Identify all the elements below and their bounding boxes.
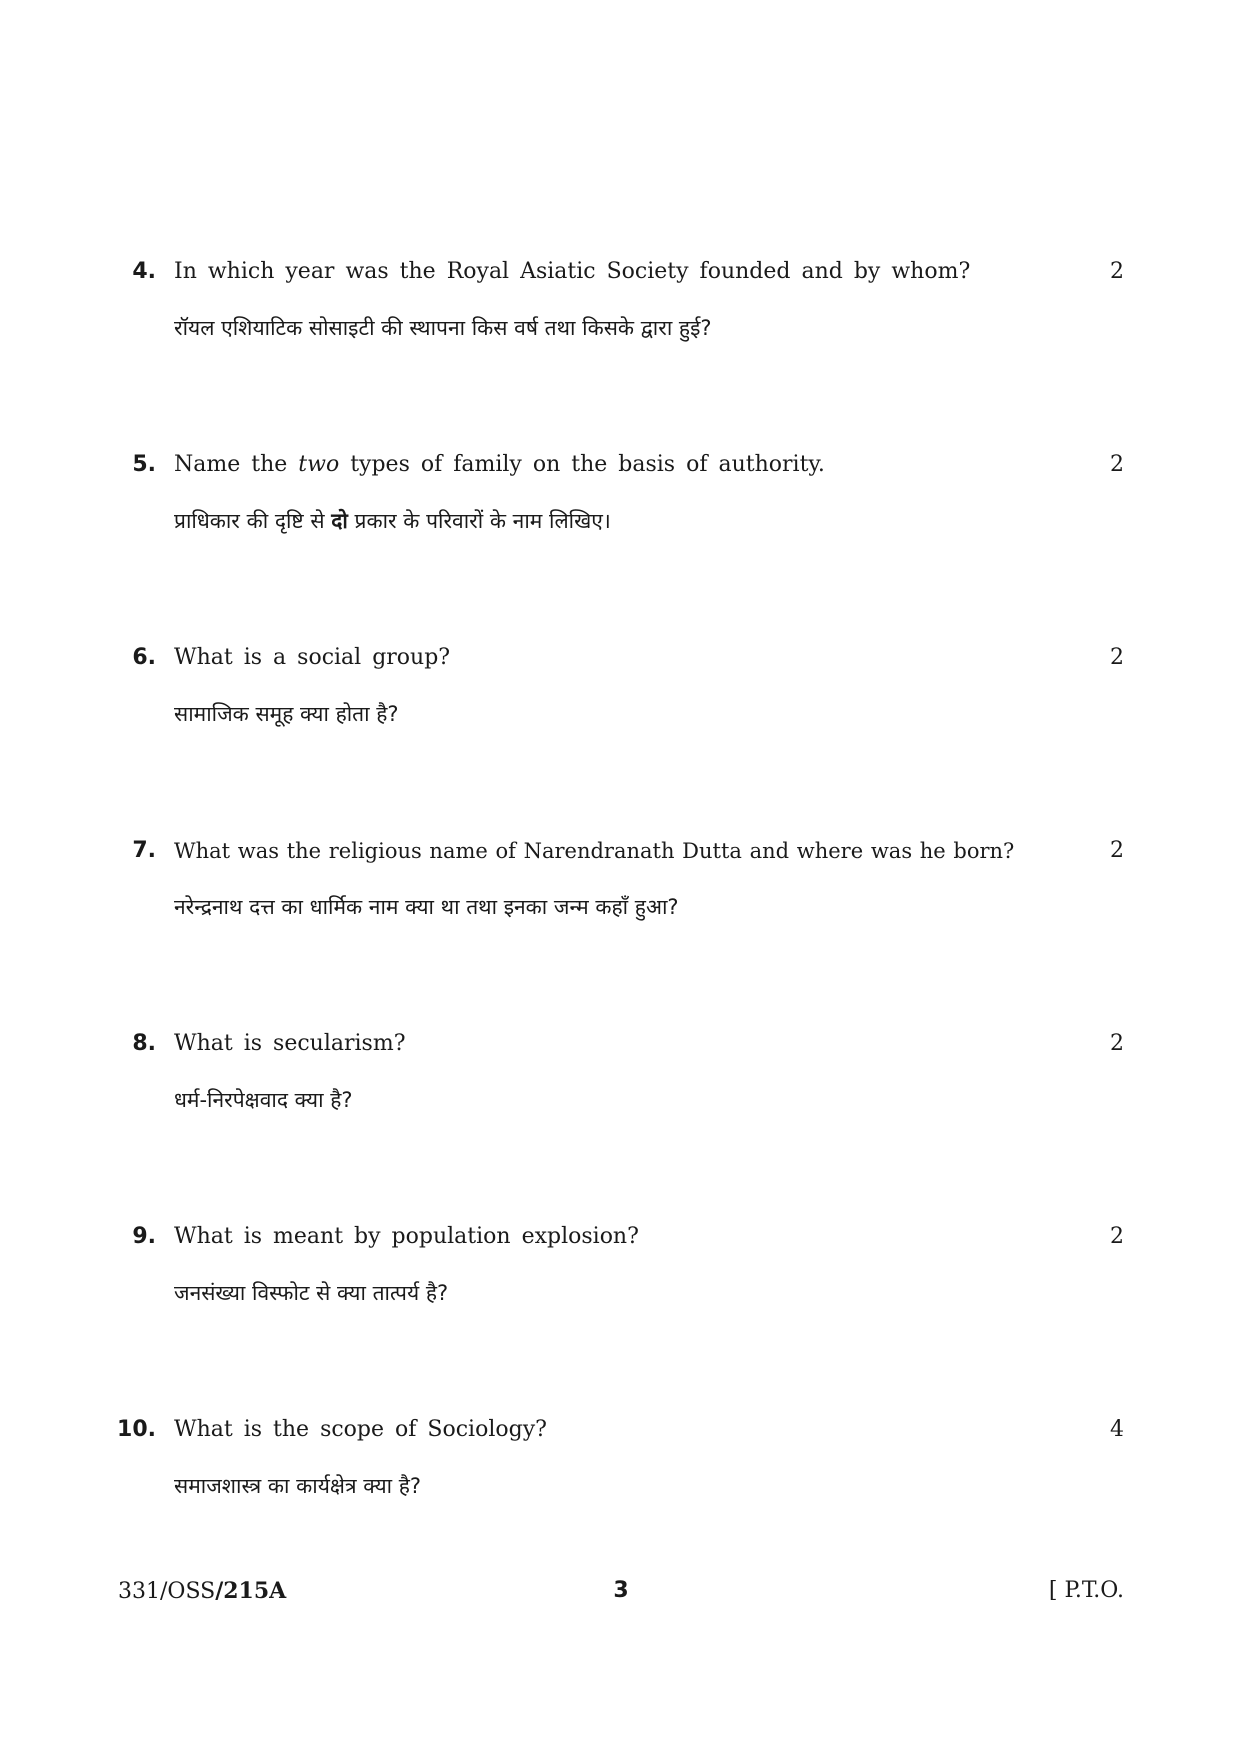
question-number: 7. <box>132 838 156 863</box>
english-post: types of family on the basis of authority. <box>350 452 825 477</box>
question-marks: 2 <box>1110 452 1124 477</box>
question-number: 8. <box>132 1031 156 1056</box>
question-text-english: What is meant by population explosion? <box>174 1224 639 1249</box>
question-text-english: What is the scope of Sociology? <box>174 1417 547 1442</box>
question-text-hindi: रॉयल एशियाटिक सोसाइटी की स्थापना किस वर्ष तथा किसके द्वारा हुई? <box>174 316 712 340</box>
page-footer <box>0 1576 1242 1606</box>
question-text-english: In which year was the Royal Asiatic Society founded and by whom? <box>174 259 971 284</box>
question-marks: 4 <box>1110 1417 1124 1442</box>
question-text-hindi: धर्म-निरपेक्षवाद क्या है? <box>174 1088 353 1112</box>
question-marks: 2 <box>1110 1224 1124 1249</box>
question-number: 6. <box>132 645 156 670</box>
question-marks: 2 <box>1110 838 1124 863</box>
english-pre: Name the <box>174 452 288 477</box>
paper-code-bold: /215A <box>215 1578 287 1604</box>
question-number: 9. <box>132 1224 156 1249</box>
question-text-hindi: समाजशास्त्र का कार्यक्षेत्र क्या है? <box>174 1474 422 1498</box>
hindi-post: प्रकार के परिवारों के नाम लिखिए। <box>354 509 611 533</box>
english-emphasis: two <box>298 452 340 477</box>
question-marks: 2 <box>1110 645 1124 670</box>
hindi-pre: प्राधिकार की दृष्टि से <box>174 509 325 533</box>
question-text-hindi: जनसंख्या विस्फोट से क्या तात्पर्य है? <box>174 1281 449 1305</box>
question-text-english: What is a social group? <box>174 645 451 670</box>
question-text-english: What is secularism? <box>174 1031 406 1056</box>
question-marks: 2 <box>1110 259 1124 284</box>
hindi-emphasis: दो <box>331 509 348 533</box>
question-marks: 2 <box>1110 1031 1124 1056</box>
pto-note: [ P.T.O. <box>1048 1578 1124 1603</box>
paper-code-prefix: 331/OSS <box>118 1579 216 1604</box>
question-number: 4. <box>132 259 156 284</box>
question-text-hindi: सामाजिक समूह क्या होता है? <box>174 702 399 726</box>
question-text-hindi <box>174 506 611 536</box>
question-text-english <box>174 450 825 480</box>
question-text-hindi: नरेन्द्रनाथ दत्त का धार्मिक नाम क्या था तथा इनका जन्म कहाँ हुआ? <box>174 895 679 919</box>
question-number: 5. <box>132 452 156 477</box>
page-number: 3 <box>613 1578 629 1603</box>
question-text-english: What was the religious name of Narendranath Dutta and where was he born? <box>174 839 1015 863</box>
question-number: 10. <box>117 1417 156 1442</box>
